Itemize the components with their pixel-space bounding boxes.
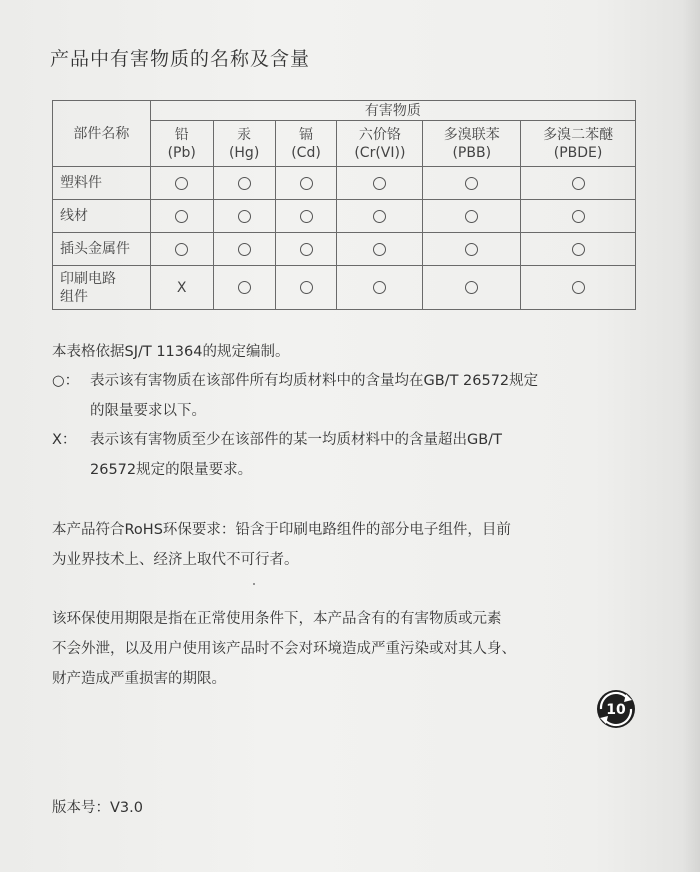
substance-label: (Cr(VI))	[354, 144, 406, 161]
circle-icon	[175, 210, 188, 223]
x-legend	[52, 425, 642, 485]
circle-mark	[521, 233, 636, 266]
circle-mark	[423, 266, 521, 310]
circle-mark	[150, 167, 213, 200]
circle-legend-symbol: ○：	[52, 373, 80, 389]
circle-icon	[373, 243, 386, 256]
substance-label: 六价铬	[358, 126, 401, 143]
circle-mark	[337, 167, 423, 200]
circle-icon	[238, 177, 251, 190]
circle-mark	[423, 233, 521, 266]
circle-mark	[521, 167, 636, 200]
circle-icon	[465, 243, 478, 256]
substance-label: (PBDE)	[553, 144, 603, 161]
table-row	[53, 233, 636, 266]
circle-mark	[423, 200, 521, 233]
x-mark: X	[150, 266, 213, 310]
circle-icon	[175, 177, 188, 190]
circle-icon	[300, 281, 313, 294]
substance-label: 多溴二苯醚	[543, 126, 614, 143]
substance-header	[275, 121, 337, 167]
page-title: 产品中有害物质的名称及含量	[50, 48, 311, 70]
substance-header	[337, 121, 423, 167]
eco-logo-number: 10	[606, 702, 626, 718]
substance-label: (Hg)	[228, 144, 260, 161]
rohs-statement: 本产品符合RoHS环保要求：铅含于印刷电路组件的部分电子组件，目前 为业界技术上、经济上取代不可行者。	[52, 522, 511, 568]
circle-icon	[238, 281, 251, 294]
table-header-row	[53, 101, 636, 121]
hazardous-substance-table	[52, 100, 636, 310]
table-row	[53, 167, 636, 200]
substance-group-header: 有害物质	[150, 101, 635, 121]
substance-label: (Pb)	[167, 144, 196, 161]
circle-mark	[337, 200, 423, 233]
circle-mark	[213, 200, 275, 233]
efup-statement: 该环保使用期限是指在正常使用条件下，本产品含有的有害物质或元素 不会外泄，以及用户使用该产品时不会对环境造成严重污染或对其人身、 财产造成严重损害的期限。	[52, 611, 516, 687]
circle-mark	[150, 233, 213, 266]
circle-icon	[300, 177, 313, 190]
substance-header	[423, 121, 521, 167]
circle-mark	[275, 266, 337, 310]
x-legend-line: 表示该有害物质至少在该部件的某一均质材料中的含量超出GB/T	[90, 432, 502, 448]
circle-mark	[275, 233, 337, 266]
part-name: 印刷电路 组件	[53, 266, 151, 310]
circle-mark	[213, 233, 275, 266]
circle-mark	[337, 233, 423, 266]
part-name-header: 部件名称	[53, 101, 151, 167]
circle-mark	[275, 167, 337, 200]
circle-icon	[300, 210, 313, 223]
part-name: 线材	[53, 200, 151, 233]
paper-speck	[253, 583, 255, 585]
substance-label: 铅	[174, 126, 189, 143]
circle-mark	[275, 200, 337, 233]
table-row	[53, 200, 636, 233]
substance-header	[213, 121, 275, 167]
circle-icon	[238, 243, 251, 256]
circle-icon	[373, 281, 386, 294]
circle-mark	[521, 266, 636, 310]
version-label: 版本号：V3.0	[52, 800, 143, 816]
environment-protection-period-icon	[595, 688, 637, 730]
circle-legend	[52, 366, 642, 426]
circle-icon	[373, 177, 386, 190]
circle-icon	[572, 281, 585, 294]
substance-label: (PBB)	[452, 144, 492, 161]
circle-mark	[213, 167, 275, 200]
circle-mark	[521, 200, 636, 233]
table-basis-note: 本表格依据SJ/T 11364的规定编制。	[52, 344, 290, 360]
circle-icon	[465, 210, 478, 223]
substance-header	[521, 121, 636, 167]
circle-legend-line: 表示该有害物质在该部件所有均质材料中的含量均在GB/T 26572规定	[90, 373, 539, 389]
circle-mark	[337, 266, 423, 310]
substance-label: 多溴联苯	[443, 126, 500, 143]
circle-icon	[465, 177, 478, 190]
circle-icon	[572, 210, 585, 223]
circle-legend-line: 的限量要求以下。	[90, 403, 206, 419]
circle-icon	[465, 281, 478, 294]
circle-icon	[572, 243, 585, 256]
circle-icon	[175, 243, 188, 256]
part-name: 插头金属件	[53, 233, 151, 266]
part-name: 塑料件	[53, 167, 151, 200]
x-legend-symbol: X：	[52, 432, 77, 448]
substance-label: (Cd)	[291, 144, 321, 161]
x-legend-line: 26572规定的限量要求。	[90, 462, 253, 478]
circle-mark	[150, 200, 213, 233]
page-edge-shadow	[682, 0, 700, 872]
circle-icon	[373, 210, 386, 223]
substance-label: 镉	[299, 126, 313, 143]
circle-icon	[300, 243, 313, 256]
substance-header	[150, 121, 213, 167]
substance-label: 汞	[237, 126, 252, 143]
circle-mark	[423, 167, 521, 200]
circle-icon	[572, 177, 585, 190]
circle-mark	[213, 266, 275, 310]
circle-icon	[238, 210, 251, 223]
table-row	[53, 266, 636, 310]
